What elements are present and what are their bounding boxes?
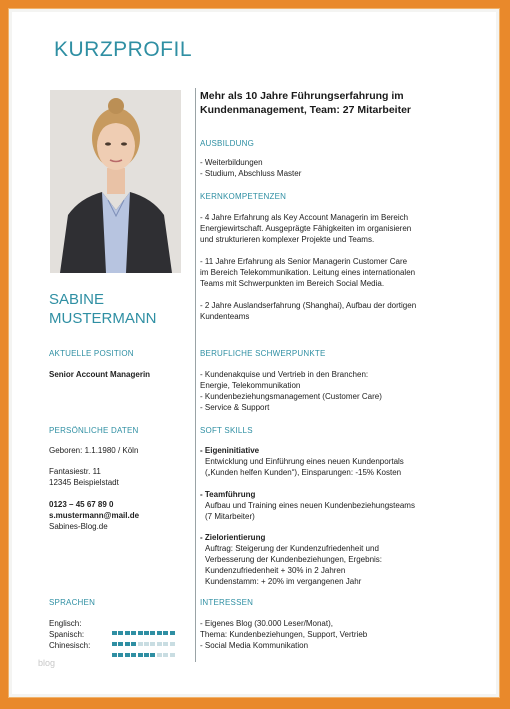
competence-heading: KERNKOMPETENZEN [200, 192, 287, 201]
watermark: blog [38, 658, 56, 668]
profile-photo [50, 90, 181, 273]
soft-skill-title: - Zielorientierung [200, 533, 266, 542]
interest-line: - Eigenes Blog (30.000 Leser/Monat), [200, 619, 333, 628]
language-spanish: Spanisch: [49, 630, 85, 639]
languages-heading: SPRACHEN [49, 598, 96, 607]
soft-skill-title: - Teamführung [200, 490, 256, 499]
competence-line: und strukturieren komplexer Projekte und Teams. [200, 235, 375, 244]
interests-heading: INTERESSEN [200, 598, 254, 607]
education-item: - Weiterbildungen [200, 158, 263, 167]
education-item: - Studium, Abschluss Master [200, 169, 302, 178]
soft-skill-line: (7 Mitarbeiter) [205, 512, 255, 521]
interest-line: Thema: Kundenbeziehungen, Support, Vertrieb [200, 630, 368, 639]
blog-link: Sabines-Blog.de [49, 522, 108, 531]
soft-skill-line: Auftrag: Steigerung der Kundenzufriedenheit und [205, 544, 379, 553]
language-level-segment [170, 653, 175, 657]
soft-skill-line: Kundenzufriedenheit + 30% in 2 Jahren [205, 566, 346, 575]
headline-line-2: Kundenmanagement, Team: 27 Mitarbeiter [200, 104, 412, 116]
soft-skill-title: - Eigeninitiative [200, 446, 260, 455]
soft-skill-line: („Kunden helfen Kunden“), Einsparungen: -15% Kosten [205, 468, 402, 477]
personal-heading: PERSÖNLICHE DATEN [49, 426, 139, 435]
birth-info: Geboren: 1.1.1980 / Köln [49, 446, 139, 455]
competence-line: - 4 Jahre Erfahrung als Key Account Managerin im Bereich [200, 213, 409, 222]
competence-line: im Bereich Telekommunikation. Leitung eines internationalen [200, 268, 416, 277]
language-bar-chinese [112, 644, 176, 648]
phone: 0123 – 45 67 89 0 [49, 500, 114, 509]
language-level-segment [112, 653, 117, 657]
language-level-segment [118, 653, 123, 657]
soft-skills-heading: SOFT SKILLS [200, 426, 253, 435]
language-bar-spanish [112, 633, 176, 637]
language-level-segment [144, 653, 149, 657]
soft-skill-line: Aufbau und Training eines neuen Kundenbeziehungsteams [205, 501, 415, 510]
language-level-segment [163, 653, 168, 657]
headline-line-1: Mehr als 10 Jahre Führungserfahrung im [200, 90, 404, 102]
street: Fantasiestr. 11 [49, 467, 101, 476]
interest-line: - Social Media Kommunikation [200, 641, 309, 650]
city: 12345 Beispielstadt [49, 478, 119, 487]
position-heading: AKTUELLE POSITION [49, 349, 134, 358]
soft-skill-line: Kundenstamm: + 20% im vergangenen Jahr [205, 577, 362, 586]
focus-line: - Kundenbeziehungsmanagement (Customer Care) [200, 392, 382, 401]
focus-line: - Service & Support [200, 403, 270, 412]
last-name: MUSTERMANN [49, 310, 157, 327]
language-level-segment [150, 653, 155, 657]
first-name: SABINE [49, 291, 105, 308]
language-bar-english [112, 622, 176, 626]
email: s.mustermann@mail.de [49, 511, 140, 520]
focus-line: Energie, Telekommunikation [200, 381, 301, 390]
position-value: Senior Account Managerin [49, 370, 151, 379]
language-english: Englisch: [49, 619, 82, 628]
competence-line: - 11 Jahre Erfahrung als Senior Managerin Customer Care [200, 257, 408, 266]
person-name [49, 290, 157, 328]
profile-headline [200, 89, 411, 117]
language-level-segment [157, 653, 162, 657]
competence-line: Kundenteams [200, 312, 250, 321]
focus-line: - Kundenakquise und Vertrieb in den Branchen: [200, 370, 369, 379]
focus-heading: BERUFLICHE SCHWERPUNKTE [200, 349, 326, 358]
language-level-segment [131, 653, 136, 657]
competence-line: Teams mit Schwerpunkten im Bereich Social Media. [200, 279, 385, 288]
language-level-segment [125, 653, 130, 657]
competence-line: Energiewirtschaft. Ausgeprägte Fähigkeiten im organisieren [200, 224, 412, 233]
soft-skill-line: Verbesserung der Kundenbeziehungen, Ergebnis: [205, 555, 383, 564]
page-title: KURZPROFIL [54, 38, 193, 61]
education-heading: AUSBILDUNG [200, 139, 255, 148]
competence-line: - 2 Jahre Auslandserfahrung (Shanghai), Aufbau der dortigen [200, 301, 417, 310]
language-chinese: Chinesisch: [49, 641, 91, 650]
column-divider [195, 88, 196, 662]
language-level-segment [138, 653, 143, 657]
soft-skill-line: Entwicklung und Einführung eines neuen Kundenportals [205, 457, 404, 466]
